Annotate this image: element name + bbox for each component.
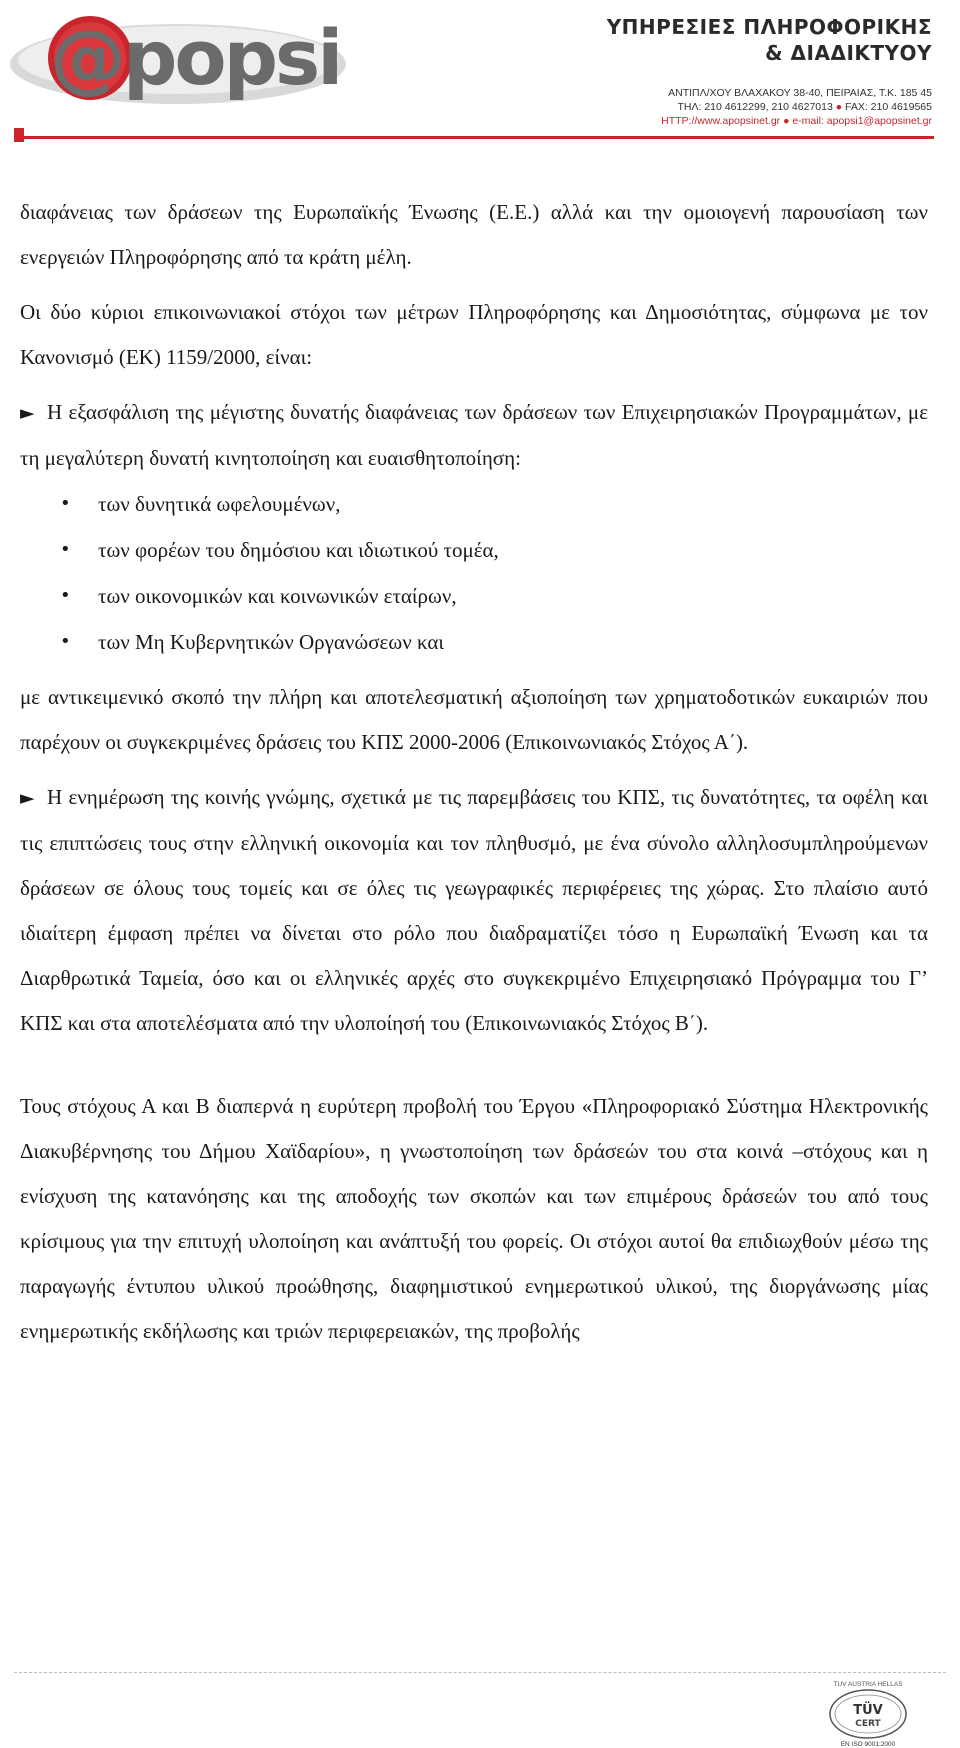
bullet-list <box>20 481 928 665</box>
letterhead <box>0 0 960 150</box>
paragraph-2: Οι δύο κύριοι επικοινωνιακοί στόχοι των μέτρων Πληροφόρησης και Δημοσιότητας, σύμφωνα με τον Κανονισμό (ΕΚ) 1159/2000, είναι: <box>20 300 928 369</box>
paragraph-5-text: Η ενημέρωση της κοινής γνώμης, σχετικά με τις παρεμβάσεις του ΚΠΣ, τις δυνατότητες, τα οφέλη και τις επιπτώσεις τους στην ελληνική οικονομία και τον πληθυσμό, με ένα σύνολο αλληλοσυμπληρούμενων δράσεων σε όλους τους τομείς και σε όλες τις γεωγραφικές περιφέρειες της χώρας. Στο πλαίσιο αυτό ιδιαίτερη έμφαση πρέπει να δίνεται στο ρόλο που διαδραματίζει τόσο η Ευρωπαϊκή Ένωση και τα Διαρθρωτικά Ταμεία, όσο και οι ελληνικές αρχές στο συγκεκριμένο Επιχειρησιακό Πρόγραμμα του Γ’ ΚΠΣ και στα αποτελέσματα από την υλοποίησή του (Επικοινωνιακός Στόχος Β΄). <box>20 785 928 1035</box>
phone-fax-line <box>661 100 932 114</box>
paragraph-5 <box>20 775 928 1046</box>
paragraph-3-text: Η εξασφάλιση της μέγιστης δυνατής διαφάνειας των δράσεων των Επιχειρησιακών Προγραμμάτων, με τη μεγαλύτερη δυνατή κινητοποίηση και ευαισθητοποίηση: <box>20 400 929 470</box>
logo-text: @popsi <box>50 13 341 102</box>
separator-dot: ● <box>835 101 845 113</box>
web-email-line <box>661 114 932 128</box>
paragraph-3 <box>20 390 928 481</box>
spacer <box>20 665 928 675</box>
address: ΑΝΤΙΠΛ/ΧΟΥ ΒΛΑΧΑΚΟΥ 38-40, ΠΕΙΡΑΙΑΣ, Τ.Κ. 185 45 <box>668 87 932 99</box>
separator-dot: ● <box>783 115 793 127</box>
arrow-marker: ► <box>20 787 35 809</box>
list-item-text: των Μη Κυβερνητικών Οργανώσεων και <box>98 630 444 654</box>
website-link[interactable]: HTTP://www.apopsinet.gr <box>661 115 781 127</box>
list-item <box>20 527 928 573</box>
list-item <box>20 481 928 527</box>
footer-rule <box>14 1672 946 1673</box>
list-item-text: των δυνητικά ωφελουμένων, <box>98 492 341 516</box>
company-line-2: & ΔΙΑΔΙΚΤΥΟΥ <box>765 41 932 65</box>
bullet-icon: • <box>60 493 71 514</box>
list-item-text: των φορέων του δημόσιου και ιδιωτικού τομέα, <box>98 538 499 562</box>
apopsi-logo <box>8 12 353 112</box>
list-item <box>20 573 928 619</box>
cert-sub: CERT <box>855 1719 881 1729</box>
contact-info <box>661 86 932 128</box>
header-accent <box>14 128 24 142</box>
cert-top-text: TUV AUSTRIA HELLAS <box>833 1681 903 1688</box>
spacer <box>20 280 928 290</box>
paragraph-6: Τους στόχους Α και Β διαπερνά η ευρύτερη προβολή του Έργου «Πληροφοριακό Σύστημα Ηλεκτρονικής Διακυβέρνησης του Δήμου Χαϊδαρίου», η γνωστοποίηση των δράσεών του στα κοινά –στόχους και η ενίσχυση της κατανόησης και της αποδοχής των σκοπών και των επιμέρους δράσεών του από τους κρίσιμους για την επιτυχή υλοποίηση και ανάπτυξή του φορείς. Οι στόχοι αυτοί θα επιδιωχθούν μέσω της παραγωγής έντυπου υλικού προώθησης, διαφημιστικού ενημερωτικού υλικού, της διοργάνωσης μίας ενημερωτικής εκδήλωσης και τριών περιφερειακών, της προβολής <box>20 1094 928 1343</box>
list-item <box>20 619 928 665</box>
phone: ΤΗΛ: 210 4612299, 210 4627013 <box>677 101 833 113</box>
bullet-icon: • <box>60 631 71 652</box>
header-rule <box>24 136 934 139</box>
company-line-1: ΥΠΗΡΕΣΙΕΣ ΠΛΗΡΟΦΟΡΙΚΗΣ <box>606 15 932 39</box>
spacer <box>20 1046 928 1084</box>
bullet-icon: • <box>60 539 71 560</box>
document-body <box>20 190 928 1354</box>
email-link[interactable]: e-mail: apopsi1@apopsinet.gr <box>792 115 932 127</box>
paragraph-4: με αντικειμενικό σκοπό την πλήρη και αποτελεσματική αξιοποίηση των χρηματοδοτικών ευκαιριών που παρέχουν οι συγκεκριμένες δράσεις του ΚΠΣ 2000-2006 (Επικοινωνιακός Στόχος Α΄). <box>20 685 928 754</box>
spacer <box>20 380 928 390</box>
cert-standard: EN ISO 9001:2000 <box>840 1741 896 1748</box>
cert-mark: TÜV <box>853 1703 883 1718</box>
list-item-text: των οικονομικών και κοινωνικών εταίρων, <box>98 584 457 608</box>
bullet-icon: • <box>60 585 71 606</box>
paragraph-1: διαφάνειας των δράσεων της Ευρωπαϊκής Ένωσης (Ε.Ε.) αλλά και την ομοιογενή παρουσίαση των ενεργειών Πληροφόρησης από τα κράτη μέλη. <box>20 200 928 269</box>
arrow-marker: ► <box>20 402 35 424</box>
company-name <box>607 14 932 66</box>
spacer <box>20 765 928 775</box>
tuv-cert-logo <box>818 1678 918 1748</box>
fax: FAX: 210 4619565 <box>845 101 932 113</box>
